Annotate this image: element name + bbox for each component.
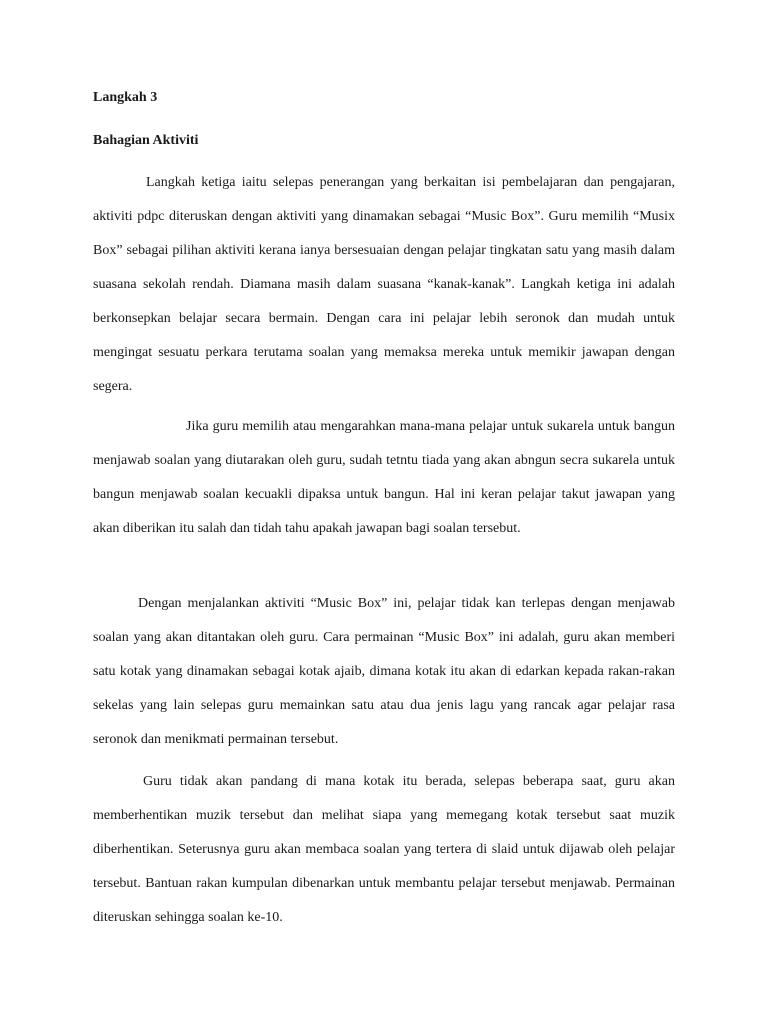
- paragraph-1: Langkah ketiga iaitu selepas penerangan yang berkaitan isi pembelajaran dan pengajaran, aktiviti pdpc diteruskan dengan aktiviti yang dinamakan sebagai “Music Box”. Guru memilih “Musix Box” sebagai pilihan aktiviti kerana ianya bersesuaian dengan pelajar tingkatan satu yang masih dalam suasana sekolah rendah. Diamana masih dalam suasana “kanak-kanak”. Langkah ketiga ini adalah berkonsepkan belajar secara bermain. Dengan cara ini pelajar lebih seronok dan mudah untuk mengingat sesuatu perkara terutama soalan yang memaksa mereka untuk memikir jawapan dengan segera.: [93, 175, 675, 394]
- paragraph-4: Guru tidak akan pandang di mana kotak itu berada, selepas beberapa saat, guru akan memberhentikan muzik tersebut dan melihat siapa yang memegang kotak tersebut saat muzik diberhentikan. Seterusnya guru akan membaca soalan yang tertera di slaid untuk dijawab oleh pelajar tersebut. Bantuan rakan kumpulan dibenarkan untuk membantu pelajar tersebut menjawab. Permainan diteruskan sehingga soalan ke-10.: [93, 774, 675, 925]
- section-heading: Bahagian Aktiviti: [93, 133, 199, 148]
- step-heading: Langkah 3: [93, 90, 158, 105]
- paragraph-3: Dengan menjalankan aktiviti “Music Box” ini, pelajar tidak kan terlepas dengan menjawab soalan yang akan ditantakan oleh guru. Cara permainan “Music Box” ini adalah, guru akan memberi satu kotak yang dinamakan sebagai kotak ajaib, dimana kotak itu akan di edarkan kepada rakan-rakan sekelas yang lain selepas guru memainkan satu atau dua jenis lagu yang rancak agar pelajar rasa seronok dan menikmati permainan tersebut.: [93, 596, 675, 747]
- paragraph-2: Jika guru memilih atau mengarahkan mana-mana pelajar untuk sukarela untuk bangun menjawab soalan yang diutarakan oleh guru, sudah tetntu tiada yang akan abngun secra sukarela untuk bangun menjawab soalan kecuakli dipaksa untuk bangun. Hal ini keran pelajar takut jawapan yang akan diberikan itu salah dan tidah tahu apakah jawapan bagi soalan tersebut.: [93, 419, 675, 536]
